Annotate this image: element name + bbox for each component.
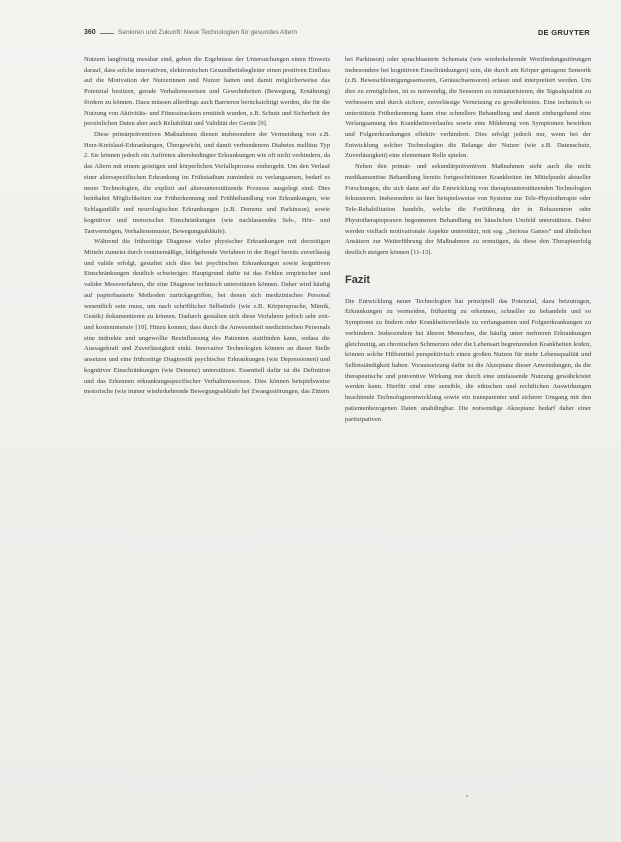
- left-paragraph-1: Nutzern langfristig messbar sind, geben die Ergebnisse der Untersuchungen einen Hinweis darauf, dass solche innovativen, elektronischen Gesundheitsbegleiter einen positiven Einfluss auf die Motivation der Nutzerinnen und Nutzer hatten und damit möglicherweise das Potenzial besitzen, gerade Verhaltensweisen und Gewohnheiten (Bewegung, Ernährung) fördern zu können. Dazu müssen allerdings auch Barrieren berücksichtigt werden, die für die Nutzung von Aktivitäts- und Fitnesstrackern ermittelt wurden, z.B. Schutz und Sicherheit der persönlichen Daten aber auch Reliabilität und Validität der Geräte [9].: [84, 56, 330, 128]
- running-title: Senioren und Zukunft: Neue Technologien für gesundes Altern: [118, 29, 298, 36]
- scan-speck: [466, 795, 468, 797]
- right-column: [345, 55, 591, 425]
- publisher-logo: DE GRUYTER: [537, 28, 590, 37]
- left-paragraph-2: Diese primärpräventiven Maßnahmen dienen insbesondere der Vermeidung von z.B. Herz-Kreislauf-Erkrankungen, Übergewicht, und damit verbundenem Diabetes mellitus Typ 2. Sie können jedoch ein Auftreten altersbedingter Erkrankungen wie oft nicht verhindern, da das Altern mit einem geistigen und körperlichen Verfallsprozess einhergeht. Um den Verlauf einer altersspezifischen Erkrankung im Frühstadium zumindest zu verlangsamen, bedarf es neuer Technologien, die explizit auf altersunterstützende Prozesse ausgelegt sind. Dies beinhaltet Möglichkeiten zur Früherkennung und Frühbehandlung von Erkrankungen, wie Schlaganfälle und neurologischen Erkrankungen (z.B. Demenz und Parkinson), sowie kognitiver und motorischer Einschränkungen (wie nachlassendes Seh-, Hör- und Tastvermögen, Verhaltensmuster, Bewegungsabläufe).: [84, 131, 330, 235]
- right-paragraph-1: bei Parkinson) oder sprachbasierte Schemata (wie wiederkehrende Wortfindungsstörungen insbesondere bei kognitiven Einschränkungen) sein, die durch am Körper getragene Sensorik (z.B. Beweschleunigungssensoren, Geräuschsensoren) erfasst und interpretiert werden. Um dies zu ermöglichen, ist es notwendig, die Sensoren zu miniaturisieren, die Signalqualität zu verbessern und durch sichere, zuverlässige Vernetzung zu gewährleisten. Eine technisch so unterstützte Früherkennung kann eine schnellere Behandlung und damit einhergehend eine Verlangsamung des Krankheitsverlaufes sowie eine Milderung von Symptomen bewirken und Folgeerkrankungen effektiv verhindern. Dies erfolgt jedoch nur, wenn bei der Entwicklung solcher Technologien die Belange der Nutzer (wie z.B. Datenschutz, Zuverlässigkeit) eine elementare Rolle spielen.: [345, 56, 591, 160]
- page-number: 360: [84, 29, 96, 36]
- right-paragraph-2: Neben den primär- und sekundärpräventiven Maßnahmen sieht auch die nicht medikamentöse Behandlung bereits fortgeschrittener Krankheiten im Mittelpunkt aktueller Forschungen, die sich dann auf die Entwicklung von therapieunterstützenden Technologien fokussieren. Insbesondere ist hier beispielsweise von Systeme zur Tele-Physiotherapie oder Tele-Rehabilitation handeln, welche die Fortführung der in Rehazentren oder Physiotherapiepraxen begonnenen Behandlung im häuslichen Umfeld unterstützen. Dabei werden vielfach motivationale Aspekte unterstützt, mit sog. „Serious Games“ und ähnlichen Ansätzen zur Weiterführung der Maßnahmen zu ermutigen, da diese den Therapieerfolg deutlich steigern können [11-13].: [345, 163, 591, 256]
- left-paragraph-3: Während die frühzeitige Diagnose vieler physischer Erkrankungen mit derzeitigen Mitteln zumeist durch routinemäßige, bildgebende Verfahren in der Regel bereits zuverlässig und valide erfolgt, gestaltet sich dies bei psychischen Erkrankungen sowie kognitiven Einschränkungen deutlich schwieriger. Hauptgrund dafür ist das Fehlen empirischer und valider Messverfahren, die eine Diagnose technisch unterstützen können. Daher wird häufig auf papierbasierte Methoden zurückgegriffen, bei denen sich medizinisches Personal wesentlich sein muss, um nach schriftlicher Selbstinfo (wie z.B. Körpersprache, Mimik, Gestik) dokumentieren zu können. Dadurch gestalten sich diese Verfahren jedoch sehr zeit- und kostenintensiv [10]. Hinzu kommt, dass durch die Anwesenheit medizinischen Personals eine indirekte und ungewollte Beeinflussung des Patienten stattfinden kann, sodass die Aussagekraft und Zuverlässigkeit sinkt. Innovative Technologien können an dieser Stelle ansetzen und eine frühzeitige Diagnostik psychischer Erkrankungen (wie Depressionen) und kognitiver Einschränkungen (wie Demenz) unterstützen. Essentiell dafür ist die Definition und das Erkennen erkrankungsspezifischer Verhaltensweisen. Dies können beispielsweise motorische (wie immer wiederkehrende Bewegungsabläufe bei Zwangsstörungen, das Zittern: [84, 238, 330, 396]
- section-heading-fazit: Fazit: [345, 273, 371, 286]
- left-column: [84, 55, 330, 398]
- right-paragraph-3: Die Entwicklung neuer Technologien hat prinzipiell das Potenzial, dazu beizutragen, Erkrankungen zu vermeiden, frühzeitig zu erkennen, schneller zu behandeln und so Symptome zu lindern oder Krankheitsverläufe zu verlangsamen und Folgeerkrankungen zu verhindern. Insbesondere bei älteren Menschen, die häufig unter mehreren Erkrankungen gleichzeitig, an chronischen Schmerzen oder die Lebensart begrenzenden Krankheiten leiden, können solche Hilfsmittel perspektivisch einen großen Nutzen für mehr Lebensqualität und Selbstständigkeit haben. Voraussetzung dafür ist die Akzeptanz dieser Anwendungen, da die therapeutische und präventive Wirkung nur durch eine umfassende Nutzung gewährleistet werden kann. Hierfür sind eine sensible, die ethischen und rechtlichen Auswirkungen beachtende Technologieentwicklung sowie ein transparenter und sicherer Umgang mit den patientenbezogenen Daten unabdingbar. Die notwendige Akzeptanz bedarf daher einer partizipativen: [345, 297, 591, 423]
- header-dash: [100, 33, 114, 34]
- page-header: [84, 27, 590, 41]
